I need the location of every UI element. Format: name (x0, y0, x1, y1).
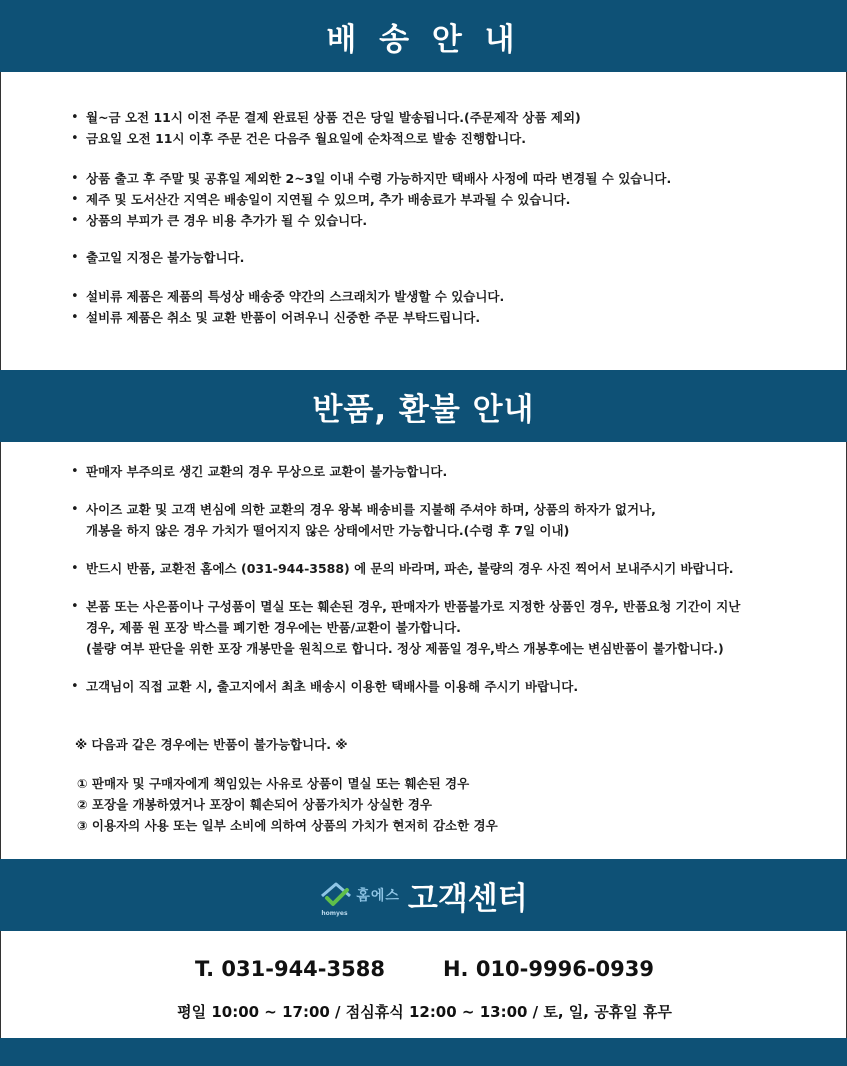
list-item: • 반드시 반품, 교환전 홈에스 (031-944-3588) 에 문의 바라며, 파손, 불량의 경우 사진 찍어서 보내주시기 바랍니다. (71, 558, 826, 579)
house-check-icon (319, 880, 353, 910)
customer-center-panel (0, 931, 847, 1038)
list-item: • 고객님이 직접 교환 시, 출고지에서 최초 배송시 이용한 택배사를 이용해 주시기 바랍니다. (71, 676, 826, 697)
return-notice: ※ 다음과 같은 경우에는 반품이 불가능합니다. ※ (75, 737, 348, 752)
list-item: • 판매자 부주의로 생긴 교환의 경우 무상으로 교환이 불가능합니다. (71, 461, 826, 482)
tel-number: T. 031-944-3588 (194, 957, 385, 981)
delivery-header (0, 0, 847, 72)
customer-center-header (0, 859, 847, 931)
logo-text: 홈에스 (356, 888, 400, 904)
phone-numbers (1, 957, 847, 981)
return-panel (0, 442, 847, 859)
mobile-number: H. 010-9996-0939 (442, 957, 654, 981)
list-item: • 상품 출고 후 주말 및 공휴일 제외한 2~3일 이내 수령 가능하지만 택배사 사정에 따라 변경될 수 있습니다. (71, 168, 826, 189)
brand-logo (319, 880, 400, 917)
list-item: • 본품 또는 사은품이나 구성품이 멸실 또는 훼손된 경우, 판매자가 반품불가로 지정한 상품인 경우, 반품요청 기간이 지난 경우, 제품 원 포장 박스를 폐기한 경우에는 반품/교환이 불가합니다. (불량 여부 판단을 위한 포장 개봉만을 원칙으로 합니다. 정상 제품일 경우,박스 개봉후에는 변심반품이 불가합니다.) (71, 596, 826, 659)
delivery-title: 배 송 안 내 (326, 21, 521, 58)
list-item: • 제주 및 도서산간 지역은 배송일이 지연될 수 있으며, 추가 배송료가 부과될 수 있습니다. (71, 189, 826, 210)
return-title: 반품, 환불 안내 (312, 391, 535, 428)
list-item: ② 포장을 개봉하였거나 포장이 훼손되어 상품가치가 상실한 경우 (77, 797, 432, 812)
return-cases (77, 773, 498, 836)
business-hours: 평일 10:00 ~ 17:00 / 점심휴식 12:00 ~ 13:00 / 토, 일, 공휴일 휴무 (177, 1003, 672, 1021)
list-item: ③ 이용자의 사용 또는 일부 소비에 의하여 상품의 가치가 현저히 감소한 경우 (77, 818, 498, 833)
list-item: ① 판매자 및 구매자에게 책임있는 사유로 상품이 멸실 또는 훼손된 경우 (77, 776, 470, 791)
footer-strip (0, 1038, 847, 1066)
list-item: • 설비류 제품은 취소 및 교환 반품이 어려우니 신중한 주문 부탁드립니다. (71, 307, 826, 328)
return-header (0, 370, 847, 442)
list-item: • 상품의 부피가 큰 경우 비용 추가가 될 수 있습니다. (71, 210, 826, 231)
list-item: • 금요일 오전 11시 이후 주문 건은 다음주 월요일에 순차적으로 발송 진행합니다. (71, 128, 826, 149)
list-item: • 출고일 지정은 불가능합니다. (71, 247, 826, 268)
return-list (71, 461, 826, 697)
list-item: • 월~금 오전 11시 이전 주문 결제 완료된 상품 건은 당일 발송됩니다.(주문제작 상품 제외) (71, 107, 826, 128)
list-item: • 설비류 제품은 제품의 특성상 배송중 약간의 스크래치가 발생할 수 있습니다. (71, 286, 826, 307)
customer-center-title: 고객센터 (407, 880, 528, 917)
list-item: • 사이즈 교환 및 고객 변심에 의한 교환의 경우 왕복 배송비를 지불해 주셔야 하며, 상품의 하자가 없거나, 개봉을 하지 않은 경우 가치가 떨어지지 않은 상태에서만 가능합니다.(수령 후 7일 이내) (71, 499, 826, 541)
delivery-list (71, 107, 826, 328)
delivery-panel (0, 72, 847, 370)
logo-subtext: homyes (321, 910, 348, 917)
